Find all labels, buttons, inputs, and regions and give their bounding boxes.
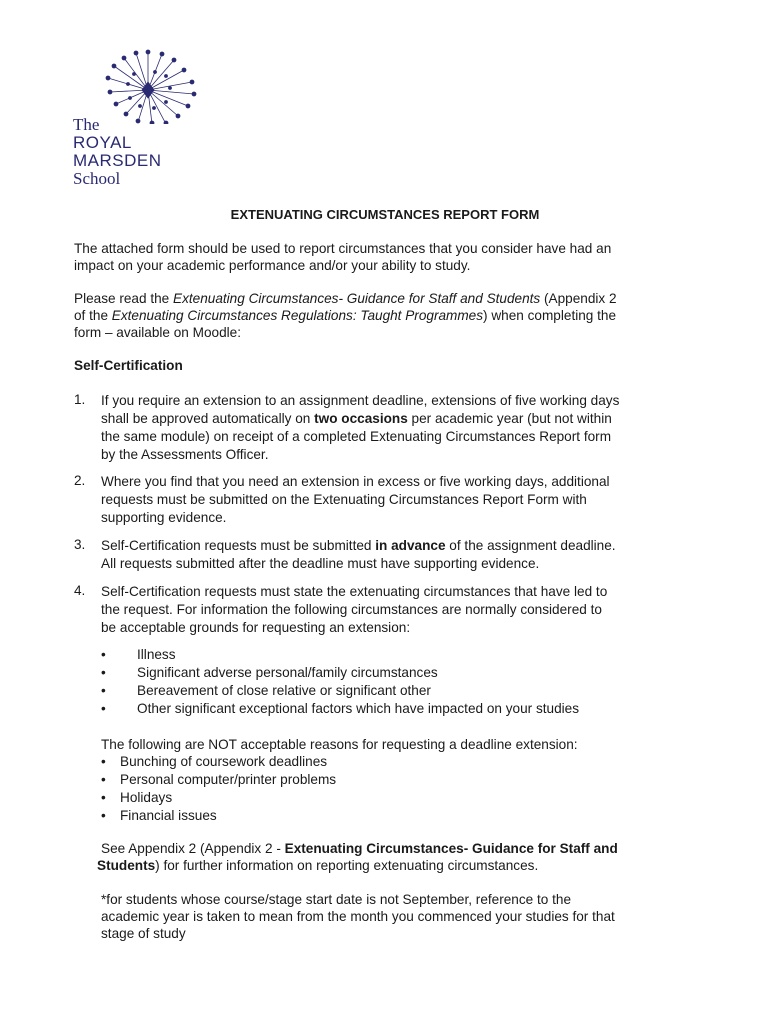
list-item-2 <box>101 473 701 527</box>
list-item: Holidays <box>120 790 173 805</box>
item-number: 4. <box>74 583 86 598</box>
royal-marsden-logo <box>70 44 220 194</box>
text-run: shall be approved automatically on <box>101 411 315 426</box>
item-number: 1. <box>74 392 86 407</box>
intro-paragraph <box>74 240 704 274</box>
bullet-glyph: • <box>101 772 106 787</box>
text-run: (Appendix 2 <box>540 291 617 306</box>
form-title: EXTENUATING CIRCUMSTANCES REPORT FORM <box>230 207 540 222</box>
appendix-line-2 <box>97 857 707 874</box>
footnote-line: stage of study <box>101 926 186 941</box>
list-item-1 <box>101 392 701 464</box>
list-item: Bereavement of close relative or significant other <box>137 683 431 698</box>
list-item: Bunching of coursework deadlines <box>120 754 328 769</box>
footnote <box>101 891 711 942</box>
text-run: Self-Certification requests must be submitted <box>101 538 376 553</box>
item-line <box>101 410 701 428</box>
guidance-line-1 <box>74 290 704 307</box>
bullet-glyph: • <box>101 647 106 662</box>
guidance-paragraph <box>74 290 704 341</box>
item-line: All requests submitted after the deadline must have supporting evidence. <box>101 556 540 571</box>
bullet-glyph: • <box>101 665 106 680</box>
see-appendix-paragraph <box>97 840 707 874</box>
not-acceptable-intro: The following are NOT acceptable reasons for requesting a deadline extension: <box>101 737 578 752</box>
logo-line-marsden: MARSDEN <box>73 151 162 170</box>
section-heading: Self-Certification <box>74 358 183 373</box>
emphasis: two occasions <box>314 411 408 426</box>
guidance-line-2 <box>74 307 704 324</box>
regulations-doc-title: Extenuating Circumstances Regulations: Taught Programmes <box>111 308 484 323</box>
item-line: requests must be submitted on the Extenuating Circumstances Report Form with <box>101 492 587 507</box>
footnote-line: *for students whose course/stage start date is not September, reference to the <box>101 892 572 907</box>
item-line: Where you find that you need an extension in excess or five working days, additional <box>101 474 610 489</box>
item-line: be acceptable grounds for requesting an extension: <box>101 620 411 635</box>
list-item: Illness <box>137 647 176 662</box>
list-item: Financial issues <box>120 808 217 823</box>
guidance-line-3: form – available on Moodle: <box>74 325 241 340</box>
item-line: the same module) on receipt of a completed Extenuating Circumstances Report form <box>101 429 612 444</box>
item-number: 2. <box>74 473 86 488</box>
logo-line-the: The <box>73 115 100 134</box>
item-line: supporting evidence. <box>101 510 227 525</box>
appendix-line-1 <box>97 840 707 857</box>
item-line: by the Assessments Officer. <box>101 447 269 462</box>
item-line: the request. For information the following circumstances are normally considered to <box>101 602 602 617</box>
text-run: per academic year (but not within <box>407 411 612 426</box>
bullet-glyph: • <box>101 808 106 823</box>
bullet-glyph: • <box>101 790 106 805</box>
text-run: of the <box>74 308 112 323</box>
logo-line-royal: ROYAL <box>73 133 132 152</box>
text-run: Please read the <box>74 291 173 306</box>
logo-line-school: School <box>73 169 121 188</box>
list-item: Significant adverse personal/family circumstances <box>137 665 438 680</box>
logo-wordmark <box>73 116 162 188</box>
bullet-glyph: • <box>101 701 106 716</box>
item-line <box>101 537 701 555</box>
intro-line: impact on your academic performance and/or your ability to study. <box>74 258 471 273</box>
item-line: If you require an extension to an assignment deadline, extensions of five working days <box>101 393 620 408</box>
text-run: ) for further information on reporting extenuating circumstances. <box>155 858 539 873</box>
list-item-3 <box>101 537 701 573</box>
emphasis: Extenuating Circumstances- Guidance for Staff and <box>284 841 618 856</box>
bullet-glyph: • <box>101 754 106 769</box>
emphasis: Students <box>97 858 156 873</box>
item-line: Self-Certification requests must state the extenuating circumstances that have led to <box>101 584 608 599</box>
list-item-4 <box>101 583 701 637</box>
emphasis: in advance <box>375 538 446 553</box>
text-run: of the assignment deadline. <box>445 538 616 553</box>
text-run: See Appendix 2 (Appendix 2 - <box>101 841 285 856</box>
item-number: 3. <box>74 537 86 552</box>
footnote-line: academic year is taken to mean from the month you commenced your studies for that <box>101 909 615 924</box>
guidance-doc-title: Extenuating Circumstances- Guidance for Staff and Students <box>173 291 541 306</box>
list-item: Personal computer/printer problems <box>120 772 337 787</box>
text-run: ) when completing the <box>483 308 617 323</box>
bullet-glyph: • <box>101 683 106 698</box>
starburst-emblem-icon <box>70 44 220 124</box>
list-item: Other significant exceptional factors which have impacted on your studies <box>137 701 580 716</box>
intro-line: The attached form should be used to report circumstances that you consider have had an <box>74 241 612 256</box>
